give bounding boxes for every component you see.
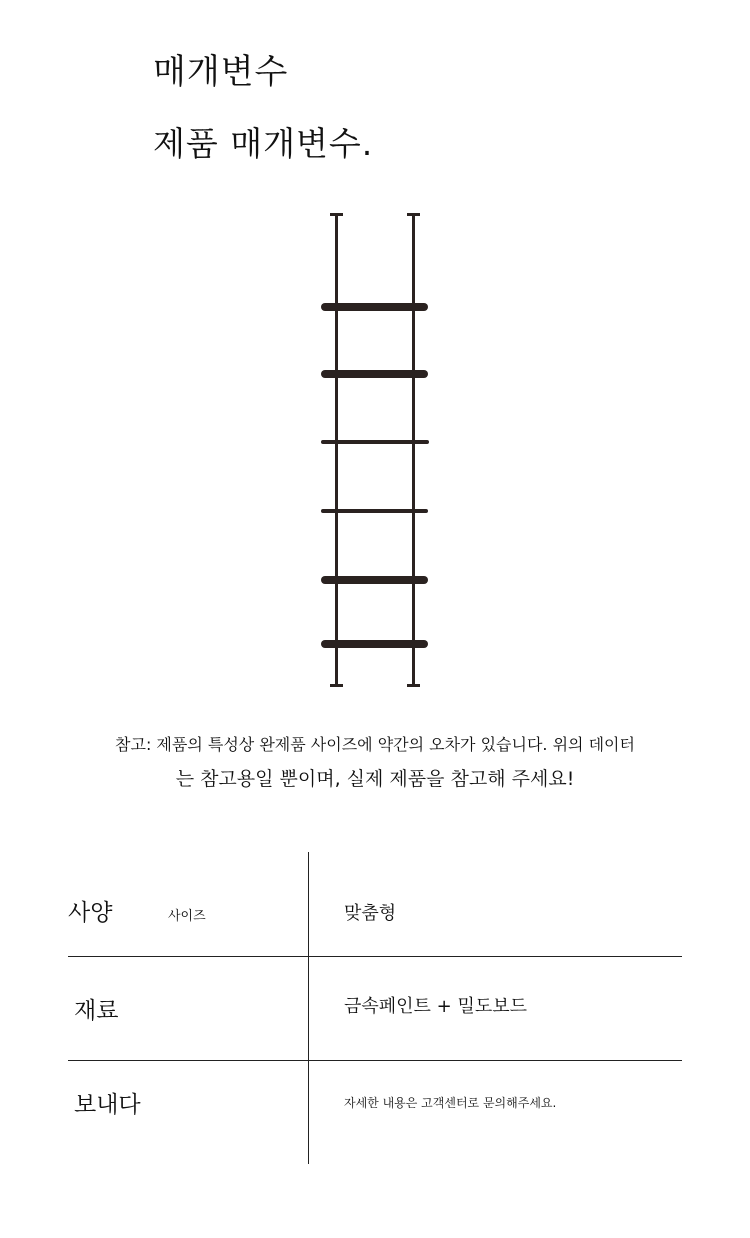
table-divider-row-2 (68, 1060, 682, 1061)
note-line-1: 참고: 제품의 특성상 완제품 사이즈에 약간의 오차가 있습니다. 위의 데이터 (115, 735, 635, 754)
spec-sublabel-size: 사이즈 (168, 909, 206, 924)
spec-value-material: 금속페인트 + 밀도보드 (344, 996, 528, 1017)
spec-table (68, 852, 682, 1164)
ladder-shelf-image (250, 205, 500, 695)
spec-value-shipping: 자세한 내용은 고객센터로 문의해주세요. (344, 1096, 557, 1110)
right-pole (407, 213, 420, 687)
spec-label-spec: 사양 (68, 900, 113, 926)
note-line-2: 는 참고용일 뿐이며, 실제 제품을 참고해 주세요! (175, 768, 575, 790)
spec-value-size: 맞춤형 (344, 903, 397, 924)
left-pole (330, 213, 343, 687)
table-divider-row-1 (68, 956, 682, 957)
page-subtitle: 제품 매개변수. (153, 124, 374, 163)
page-title: 매개변수 (153, 52, 289, 92)
spec-label-shipping: 보내다 (74, 1092, 141, 1118)
spec-label-material: 재료 (74, 998, 119, 1024)
table-divider-vertical (308, 852, 309, 1164)
